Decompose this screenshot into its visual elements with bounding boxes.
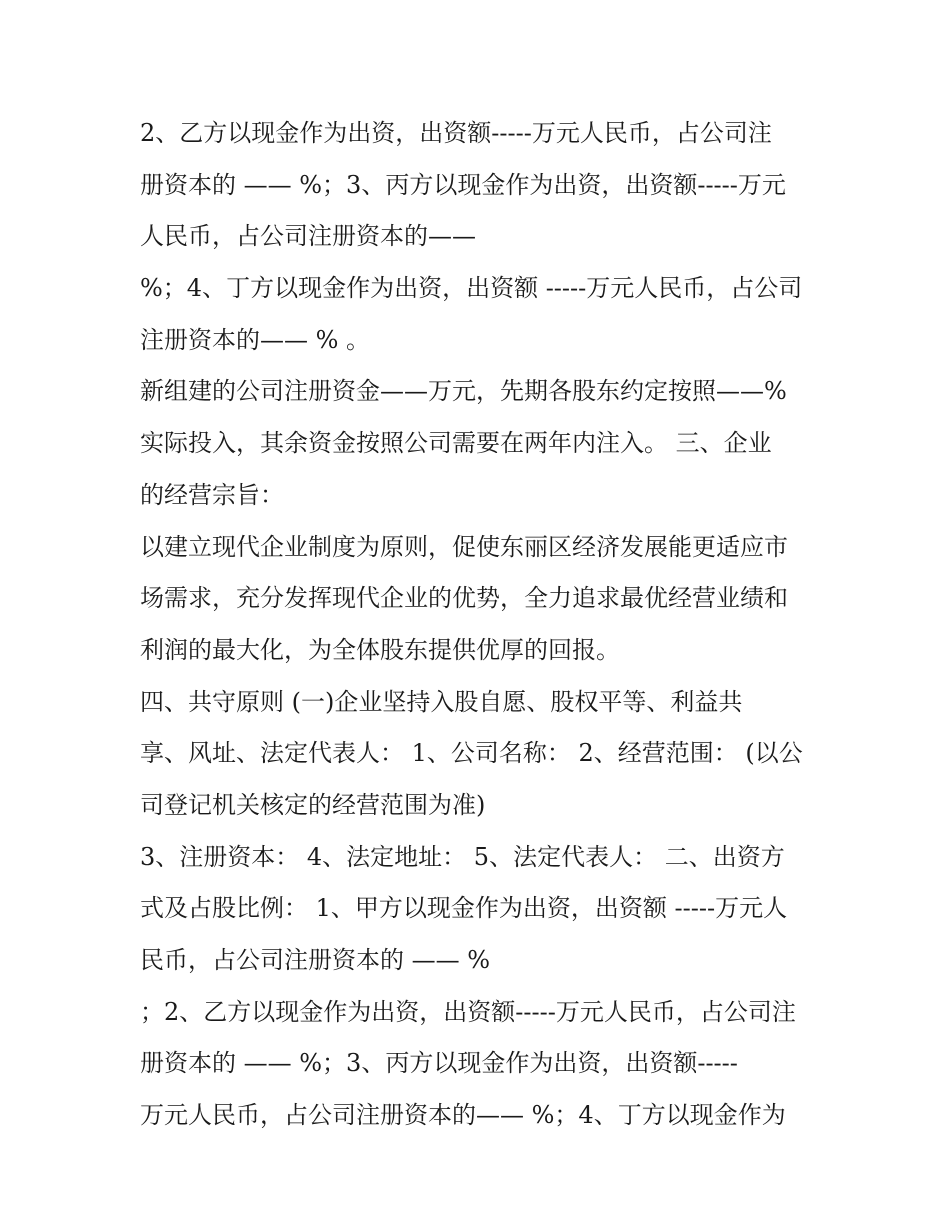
text-line: 民币，占公司注册资本的 —— % [140,946,491,974]
text-line: 式及占股比例： 1、甲方以现金作为出资，出资额 -----万元人 [140,894,788,923]
text-line: 司登记机关核定的经营范围为准) [140,790,486,819]
text-line: 的经营宗旨： [140,480,284,509]
text-line: 册资本的 —— %；3、丙方以现金作为出资，出资额-----万元 [140,170,786,199]
text-line: 3、注册资本： 4、法定地址： 5、法定代表人： 二、出资方 [140,842,785,871]
text-line: 新组建的公司注册资金——万元，先期各股东约定按照——% [140,377,787,406]
text-line: 四、共守原则 (一)企业坚持入股自愿、股权平等、利益共 [140,687,743,716]
text-line: 享、风址、法定代表人： 1、公司名称： 2、经营范围： (以公 [140,739,803,768]
text-line: 万元人民币，占公司注册资本的—— %；4、丁方以现金作为 [140,1101,786,1130]
text-line: 人民币，占公司注册资本的—— [140,222,476,251]
text-line: 2、乙方以现金作为出资，出资额-----万元人民币，占公司注 [140,119,772,147]
text-line: %；4、丁方以现金作为出资，出资额 -----万元人民币，占公司 [140,274,803,303]
text-line: 册资本的 —— %；3、丙方以现金作为出资，出资额----- [140,1049,738,1078]
text-line: 注册资本的—— % 。 [140,325,371,354]
text-line: 场需求，充分发挥现代企业的优势，全力追求最优经营业绩和 [140,584,788,613]
document-body [140,108,830,1142]
text-line: 实际投入，其余资金按照公司需要在两年内注入。 三、企业 [140,429,772,458]
text-line: 以建立现代企业制度为原则，促使东丽区经济发展能更适应市 [140,532,788,561]
text-line: 利润的最大化，为全体股东提供优厚的回报。 [140,635,620,664]
text-line: ；2、乙方以现金作为出资，出资额-----万元人民币，占公司注 [140,997,796,1026]
